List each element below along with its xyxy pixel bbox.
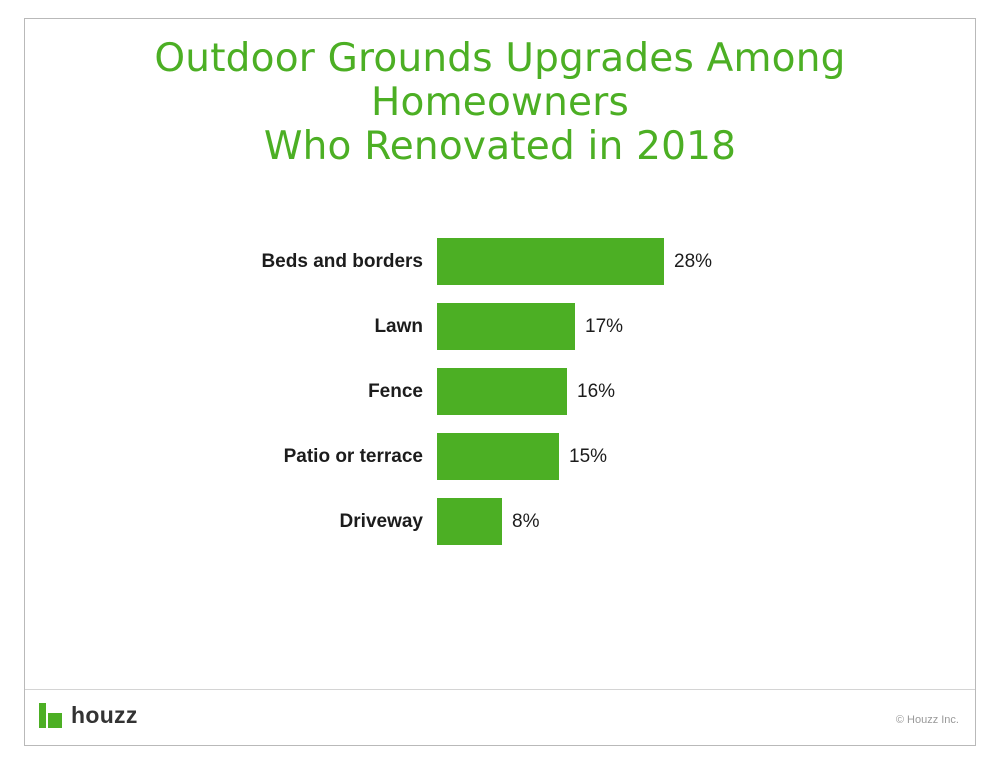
title-line-2: Who Renovated in 2018 bbox=[263, 124, 737, 169]
category-label: Patio or terrace bbox=[283, 445, 423, 467]
category-label: Lawn bbox=[374, 315, 423, 337]
chart-row bbox=[25, 424, 975, 489]
bar-group bbox=[437, 238, 975, 285]
bar-segment bbox=[437, 498, 502, 545]
copyright-text: © Houzz Inc. bbox=[895, 714, 959, 726]
page-title bbox=[25, 19, 975, 169]
chart-row bbox=[25, 294, 975, 359]
bar-value-label: 16% bbox=[577, 380, 616, 402]
bar-group bbox=[437, 498, 975, 545]
bar-group bbox=[437, 303, 975, 350]
bar-segment bbox=[437, 368, 567, 415]
brand-name: houzz bbox=[71, 702, 138, 728]
title-line-1: Outdoor Grounds Upgrades Among Homeowners bbox=[154, 36, 846, 125]
houzz-h-logo-icon bbox=[39, 703, 62, 728]
category-label: Beds and borders bbox=[261, 250, 423, 272]
bar-segment bbox=[437, 238, 664, 285]
bar-chart bbox=[25, 229, 975, 629]
category-label: Fence bbox=[368, 380, 423, 402]
bar-group bbox=[437, 368, 975, 415]
bar-value-label: 17% bbox=[585, 315, 624, 337]
chart-row bbox=[25, 229, 975, 294]
bar-group bbox=[437, 433, 975, 480]
bar-value-label: 28% bbox=[674, 250, 713, 272]
slide-container bbox=[24, 18, 976, 746]
brand-logo bbox=[39, 702, 138, 729]
slide-footer bbox=[25, 689, 975, 745]
chart-row bbox=[25, 359, 975, 424]
bar-segment bbox=[437, 303, 575, 350]
chart-row bbox=[25, 489, 975, 554]
bar-segment bbox=[437, 433, 559, 480]
category-label: Driveway bbox=[339, 510, 423, 532]
bar-value-label: 15% bbox=[569, 445, 608, 467]
bar-value-label: 8% bbox=[512, 510, 540, 532]
